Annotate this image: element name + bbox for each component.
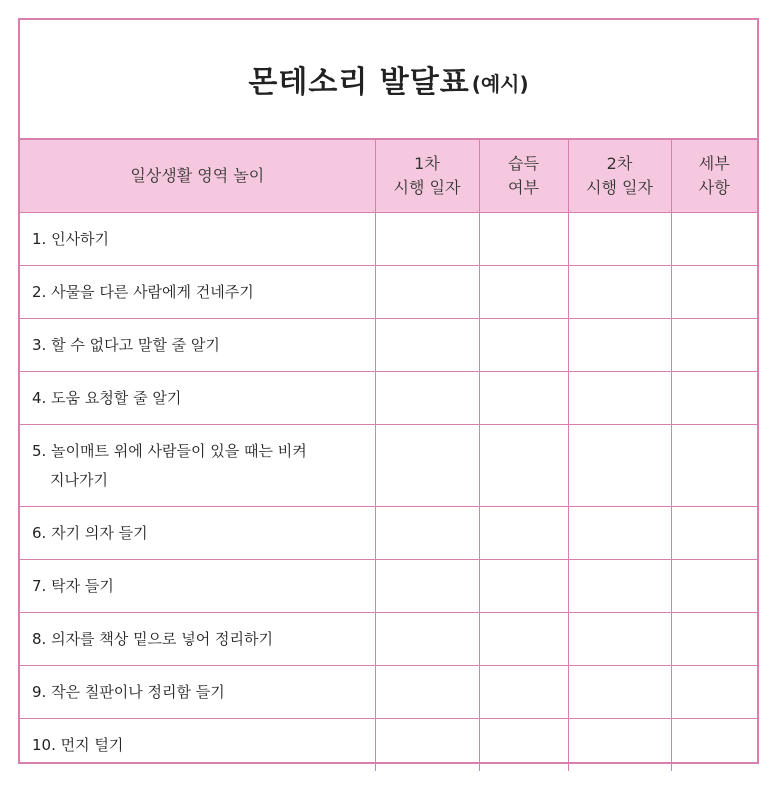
header-first-trial-line1: 1차 [414,153,440,173]
table-row [20,612,757,665]
header-second-trial-line2: 시행 일자 [586,177,653,197]
first-trial-cell[interactable] [375,612,479,665]
acquired-cell[interactable] [479,665,568,718]
details-cell[interactable] [671,612,757,665]
activity-cell [20,718,375,771]
first-trial-cell[interactable] [375,371,479,424]
header-second-trial [568,140,671,212]
first-trial-cell[interactable] [375,424,479,506]
second-trial-cell[interactable] [568,559,671,612]
first-trial-cell[interactable] [375,665,479,718]
table-row [20,371,757,424]
header-acquired-line1: 습득 [508,153,539,173]
activity-cell [20,318,375,371]
header-details [671,140,757,212]
second-trial-cell[interactable] [568,506,671,559]
activity-cell [20,559,375,612]
table-row [20,506,757,559]
details-cell[interactable] [671,265,757,318]
activity-table [20,140,757,771]
activity-label: 7. 탁자 들기 [32,577,114,595]
second-trial-cell[interactable] [568,665,671,718]
page-title: 몬테소리 발달표 [248,65,470,100]
table-row [20,265,757,318]
details-cell[interactable] [671,718,757,771]
header-acquired-line2: 여부 [508,177,539,197]
page-subtitle: (예시) [471,71,529,96]
details-cell[interactable] [671,506,757,559]
second-trial-cell[interactable] [568,318,671,371]
acquired-cell[interactable] [479,506,568,559]
activity-label: 8. 의자를 책상 밑으로 넣어 정리하기 [32,630,274,648]
activity-cell [20,265,375,318]
acquired-cell[interactable] [479,559,568,612]
table-row [20,718,757,771]
activity-cell [20,371,375,424]
table-row [20,212,757,265]
acquired-cell[interactable] [479,424,568,506]
activity-label: 6. 자기 의자 들기 [32,524,148,542]
acquired-cell[interactable] [479,718,568,771]
activity-cell [20,612,375,665]
activity-cell [20,424,375,506]
acquired-cell[interactable] [479,265,568,318]
activity-label: 2. 사물을 다른 사람에게 건네주기 [32,283,254,301]
header-details-line1: 세부 [698,153,730,173]
first-trial-cell[interactable] [375,559,479,612]
table-row [20,318,757,371]
first-trial-cell[interactable] [375,718,479,771]
activity-label: 4. 도움 요청할 줄 알기 [32,389,182,407]
details-cell[interactable] [671,559,757,612]
second-trial-cell[interactable] [568,212,671,265]
details-cell[interactable] [671,424,757,506]
activity-label: 5. 놀이매트 위에 사람들이 있을 때는 비켜 [32,442,307,460]
details-cell[interactable] [671,318,757,371]
acquired-cell[interactable] [479,612,568,665]
header-first-trial-line2: 시행 일자 [393,177,461,197]
header-first-trial [375,140,479,212]
table-row [20,559,757,612]
table-header-row [20,140,757,212]
activity-label: 10. 먼지 털기 [32,736,124,755]
header-second-trial-line1: 2차 [606,153,633,173]
second-trial-cell[interactable] [568,424,671,506]
title-box [20,20,757,140]
second-trial-cell[interactable] [568,265,671,318]
activity-label: 1. 인사하기 [32,230,110,248]
activity-label: 3. 할 수 없다고 말할 줄 알기 [32,336,220,354]
table-row [20,665,757,718]
activity-cell [20,665,375,718]
header-acquired [479,140,568,212]
table-row [20,424,757,506]
details-cell[interactable] [671,371,757,424]
acquired-cell[interactable] [479,371,568,424]
acquired-cell[interactable] [479,212,568,265]
activity-cell [20,506,375,559]
second-trial-cell[interactable] [568,718,671,771]
details-cell[interactable] [671,212,757,265]
activity-label-continued: 지나가기 [50,471,108,489]
header-activity: 일상생활 영역 놀이 [20,140,375,212]
header-details-line2: 사항 [698,177,730,197]
first-trial-cell[interactable] [375,212,479,265]
first-trial-cell[interactable] [375,265,479,318]
first-trial-cell[interactable] [375,506,479,559]
development-chart [18,18,759,764]
details-cell[interactable] [671,665,757,718]
activity-label: 9. 작은 칠판이나 정리함 들기 [32,683,225,701]
first-trial-cell[interactable] [375,318,479,371]
acquired-cell[interactable] [479,318,568,371]
second-trial-cell[interactable] [568,371,671,424]
activity-cell [20,212,375,265]
second-trial-cell[interactable] [568,612,671,665]
